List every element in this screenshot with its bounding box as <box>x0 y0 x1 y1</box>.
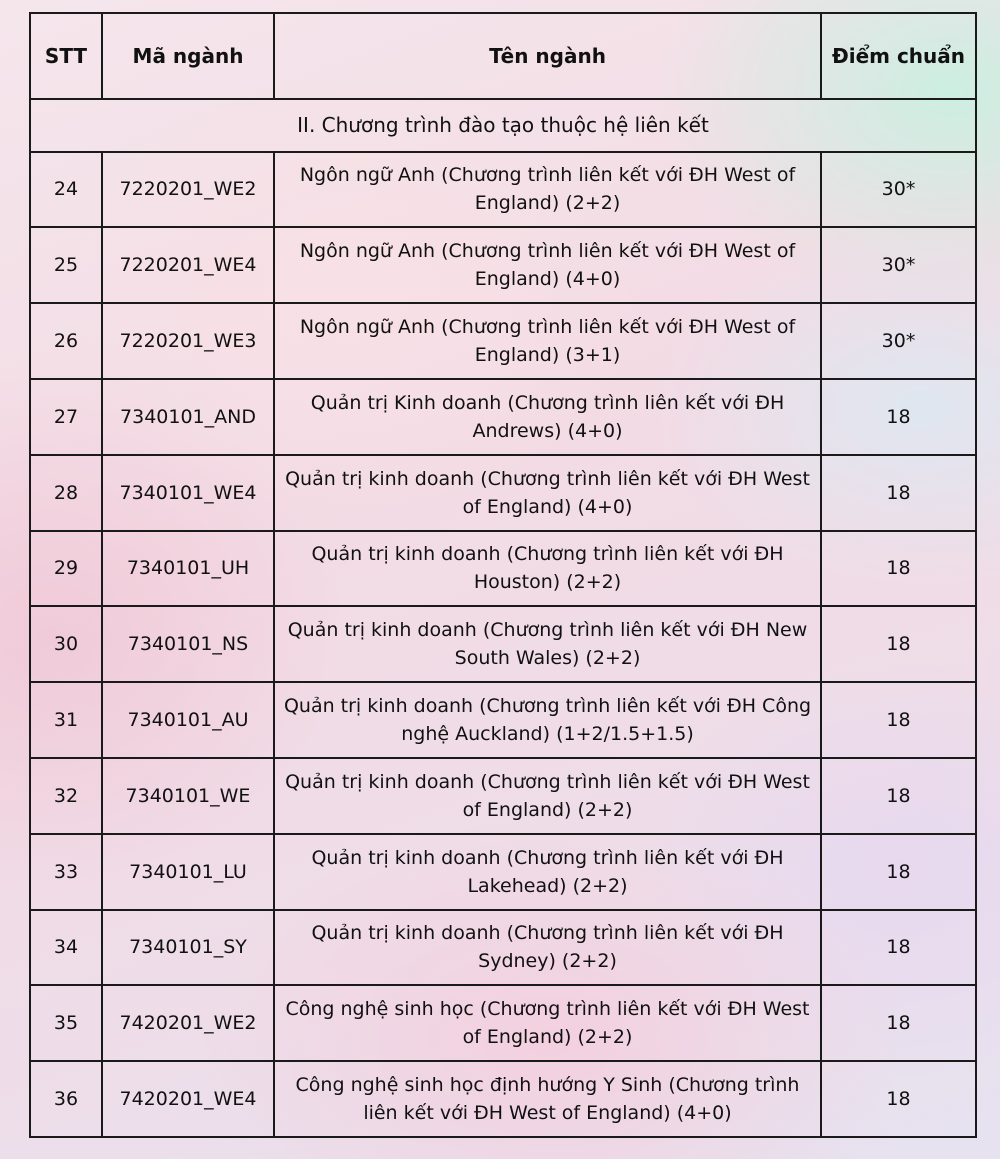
cell-name: Quản trị kinh doanh (Chương trình liên kết với ĐH West of England) (4+0) <box>274 455 821 531</box>
cell-code: 7420201_WE4 <box>102 1061 274 1137</box>
header-code: Mã ngành <box>102 13 274 99</box>
cell-name: Quản trị Kinh doanh (Chương trình liên kết với ĐH Andrews) (4+0) <box>274 379 821 455</box>
cell-score: 18 <box>821 834 976 910</box>
header-score: Điểm chuẩn <box>821 13 976 99</box>
table-row <box>30 606 976 682</box>
section-row <box>30 99 976 152</box>
admission-score-table <box>29 12 977 1138</box>
cell-stt: 35 <box>30 985 102 1061</box>
table-row <box>30 1061 976 1137</box>
cell-name: Quản trị kinh doanh (Chương trình liên kết với ĐH West of England) (2+2) <box>274 758 821 834</box>
cell-name: Công nghệ sinh học định hướng Y Sinh (Chương trình liên kết với ĐH West of England) (4+0) <box>274 1061 821 1137</box>
table-row <box>30 682 976 758</box>
cell-stt: 32 <box>30 758 102 834</box>
table-row <box>30 758 976 834</box>
cell-name: Công nghệ sinh học (Chương trình liên kết với ĐH West of England) (2+2) <box>274 985 821 1061</box>
cell-score: 18 <box>821 758 976 834</box>
cell-stt: 24 <box>30 152 102 228</box>
cell-code: 7340101_NS <box>102 606 274 682</box>
table-row <box>30 152 976 228</box>
cell-code: 7340101_LU <box>102 834 274 910</box>
cell-code: 7220201_WE2 <box>102 152 274 228</box>
table-header-row <box>30 13 976 99</box>
cell-code: 7340101_AU <box>102 682 274 758</box>
cell-stt: 29 <box>30 531 102 607</box>
header-name: Tên ngành <box>274 13 821 99</box>
cell-code: 7340101_AND <box>102 379 274 455</box>
cell-name: Quản trị kinh doanh (Chương trình liên kết với ĐH New South Wales) (2+2) <box>274 606 821 682</box>
table-row <box>30 531 976 607</box>
cell-code: 7420201_WE2 <box>102 985 274 1061</box>
cell-code: 7340101_UH <box>102 531 274 607</box>
header-stt: STT <box>30 13 102 99</box>
cell-score: 30* <box>821 152 976 228</box>
cell-score: 18 <box>821 606 976 682</box>
cell-stt: 34 <box>30 910 102 986</box>
cell-code: 7340101_WE4 <box>102 455 274 531</box>
table-row <box>30 455 976 531</box>
cell-stt: 31 <box>30 682 102 758</box>
cell-name: Quản trị kinh doanh (Chương trình liên kết với ĐH Công nghệ Auckland) (1+2/1.5+1.5) <box>274 682 821 758</box>
cell-stt: 30 <box>30 606 102 682</box>
table-row <box>30 834 976 910</box>
cell-stt: 36 <box>30 1061 102 1137</box>
table-row <box>30 303 976 379</box>
cell-name: Ngôn ngữ Anh (Chương trình liên kết với ĐH West of England) (3+1) <box>274 303 821 379</box>
cell-score: 18 <box>821 379 976 455</box>
cell-stt: 26 <box>30 303 102 379</box>
cell-name: Quản trị kinh doanh (Chương trình liên kết với ĐH Sydney) (2+2) <box>274 910 821 986</box>
cell-name: Quản trị kinh doanh (Chương trình liên kết với ĐH Houston) (2+2) <box>274 531 821 607</box>
cell-score: 30* <box>821 303 976 379</box>
cell-name: Ngôn ngữ Anh (Chương trình liên kết với ĐH West of England) (4+0) <box>274 227 821 303</box>
cell-score: 18 <box>821 1061 976 1137</box>
table-row <box>30 227 976 303</box>
cell-score: 18 <box>821 910 976 986</box>
table-row <box>30 379 976 455</box>
section-title: II. Chương trình đào tạo thuộc hệ liên kết <box>30 99 976 152</box>
cell-stt: 27 <box>30 379 102 455</box>
cell-stt: 33 <box>30 834 102 910</box>
table-row <box>30 985 976 1061</box>
cell-score: 30* <box>821 227 976 303</box>
cell-score: 18 <box>821 531 976 607</box>
cell-name: Ngôn ngữ Anh (Chương trình liên kết với ĐH West of England) (2+2) <box>274 152 821 228</box>
cell-name: Quản trị kinh doanh (Chương trình liên kết với ĐH Lakehead) (2+2) <box>274 834 821 910</box>
cell-code: 7340101_WE <box>102 758 274 834</box>
cell-score: 18 <box>821 682 976 758</box>
cell-code: 7220201_WE3 <box>102 303 274 379</box>
cell-stt: 25 <box>30 227 102 303</box>
cell-score: 18 <box>821 455 976 531</box>
cell-code: 7220201_WE4 <box>102 227 274 303</box>
cell-stt: 28 <box>30 455 102 531</box>
cell-score: 18 <box>821 985 976 1061</box>
cell-code: 7340101_SY <box>102 910 274 986</box>
table-row <box>30 910 976 986</box>
